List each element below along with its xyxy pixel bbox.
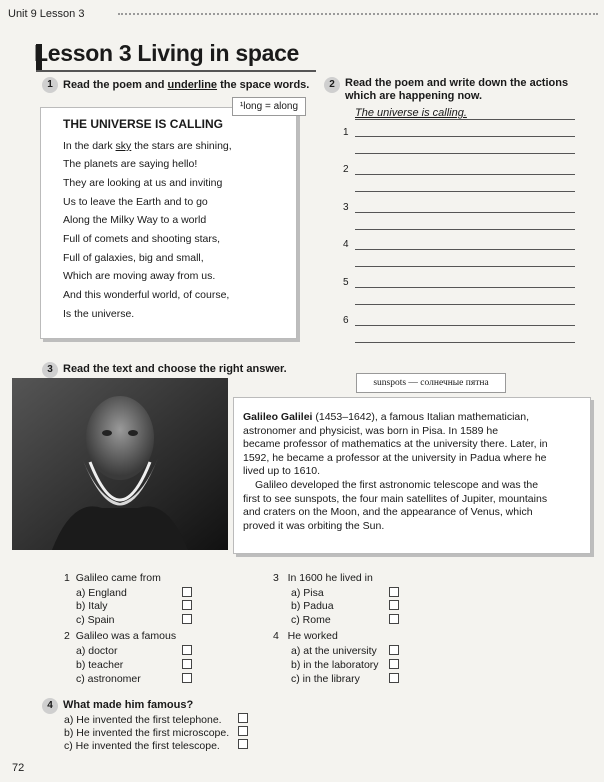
answer-line[interactable] bbox=[355, 212, 575, 213]
option-label: a) England bbox=[76, 587, 127, 599]
poem-line bbox=[63, 140, 232, 152]
exercise-2-instruction-line1: Read the poem and write down the actions bbox=[345, 77, 569, 89]
poem-line: The planets are saying hello! bbox=[63, 158, 198, 170]
answer-line[interactable] bbox=[355, 153, 575, 154]
poem-line: They are looking at us and inviting bbox=[63, 177, 223, 189]
answer-checkbox[interactable] bbox=[182, 600, 192, 610]
answer-checkbox[interactable] bbox=[182, 645, 192, 655]
answer-checkbox[interactable] bbox=[389, 600, 399, 610]
option-label: b) in the laboratory bbox=[291, 659, 379, 671]
instruction-underline-word: underline bbox=[167, 79, 218, 91]
answer-line[interactable] bbox=[355, 266, 575, 267]
reading-line: lived up to 1610. bbox=[243, 465, 321, 478]
reading-line bbox=[243, 411, 583, 425]
answer-checkbox[interactable] bbox=[182, 659, 192, 669]
exercise-4-instruction: What made him famous? bbox=[63, 699, 194, 711]
question-text: Galileo was a famous bbox=[75, 630, 177, 642]
option-label: a) Pisa bbox=[291, 587, 324, 599]
reading-line: astronomer and physicist, was born in Pisa. In 1589 he bbox=[243, 424, 499, 437]
portrait-illustration bbox=[12, 378, 228, 550]
galileo-name: Galileo Galilei bbox=[243, 411, 313, 423]
answer-number: 2 bbox=[343, 164, 349, 175]
question-number: 1 bbox=[64, 572, 70, 584]
poem-title: THE UNIVERSE IS CALLING bbox=[63, 117, 224, 131]
poem-line: Which are moving away from us. bbox=[63, 270, 216, 282]
answer-number: 5 bbox=[343, 277, 349, 288]
exercise-2-example-answer: The universe is calling. bbox=[355, 107, 467, 119]
poem-line: Us to leave the Earth and to go bbox=[63, 196, 208, 208]
answer-line[interactable] bbox=[355, 342, 575, 343]
answer-line[interactable] bbox=[355, 119, 575, 120]
option-label: a) doctor bbox=[76, 645, 118, 657]
option-label: c) He invented the first telescope. bbox=[64, 740, 220, 752]
poem-line: And this wonderful world, of course, bbox=[63, 289, 230, 301]
poem-line: Is the universe. bbox=[63, 308, 135, 320]
exercise-2-instruction-line2: which are happening now. bbox=[345, 90, 483, 102]
question-text: He worked bbox=[287, 630, 338, 642]
question-text: In 1600 he lived in bbox=[287, 572, 373, 584]
reading-line: 1592, he became a professor at the university in Padua where he bbox=[243, 451, 547, 464]
instruction-text: Read the poem and bbox=[63, 79, 168, 91]
question-2 bbox=[64, 630, 176, 642]
question-3 bbox=[273, 572, 373, 584]
reading-line: first to see sunspots, the four main satellites of Jupiter, mountains bbox=[243, 492, 548, 505]
lesson-title: Lesson 3 Living in space bbox=[34, 40, 300, 66]
answer-line[interactable] bbox=[355, 249, 575, 250]
question-number: 4 bbox=[273, 630, 279, 642]
answer-line[interactable] bbox=[355, 325, 575, 326]
answer-checkbox[interactable] bbox=[238, 739, 248, 749]
page-number: 72 bbox=[12, 762, 25, 774]
option-label: c) astronomer bbox=[76, 673, 141, 685]
answer-checkbox[interactable] bbox=[238, 713, 248, 723]
answer-line[interactable] bbox=[355, 174, 575, 175]
gloss-note: ¹long = along bbox=[232, 97, 306, 116]
instruction-text: the space words. bbox=[217, 79, 310, 91]
answer-checkbox[interactable] bbox=[389, 673, 399, 683]
option-label: b) Padua bbox=[291, 600, 334, 612]
answer-number: 4 bbox=[343, 239, 349, 250]
poem-line: Full of galaxies, big and small, bbox=[63, 252, 204, 264]
answer-checkbox[interactable] bbox=[389, 587, 399, 597]
title-underline bbox=[36, 70, 316, 72]
answer-checkbox[interactable] bbox=[389, 614, 399, 624]
answer-line[interactable] bbox=[355, 191, 575, 192]
exercise-3-number: 3 bbox=[42, 362, 58, 378]
option-label: b) Italy bbox=[76, 600, 108, 612]
reading-line: and craters on the Moon, and the appearance of Venus, which bbox=[243, 506, 533, 519]
option-label: a) He invented the first telephone. bbox=[64, 714, 222, 726]
reading-line: Galileo developed the first astronomic telescope and was the bbox=[255, 478, 539, 491]
unit-lesson-label: Unit 9 Lesson 3 bbox=[8, 8, 85, 20]
poem-underlined-word: sky bbox=[115, 140, 132, 152]
answer-checkbox[interactable] bbox=[182, 614, 192, 624]
reading-text: (1453–1642), a famous Italian mathematician, bbox=[312, 411, 529, 423]
exercise-2-number: 2 bbox=[324, 77, 340, 93]
answer-checkbox[interactable] bbox=[182, 587, 192, 597]
question-1 bbox=[64, 572, 161, 584]
exercise-4-number: 4 bbox=[42, 698, 58, 714]
poem-text: the stars are shining, bbox=[131, 140, 232, 152]
answer-checkbox[interactable] bbox=[238, 726, 248, 736]
exercise-3-instruction: Read the text and choose the right answer. bbox=[63, 363, 287, 375]
answer-line[interactable] bbox=[355, 136, 575, 137]
sunspots-gloss: sunspots — солнечные пятна bbox=[356, 373, 506, 393]
header-dotted-rule bbox=[118, 13, 598, 15]
option-label: c) Spain bbox=[76, 614, 115, 626]
reading-line: became professor of mathematics at the university there. Later, in bbox=[243, 438, 548, 451]
answer-line[interactable] bbox=[355, 287, 575, 288]
option-label: b) teacher bbox=[76, 659, 124, 671]
option-label: c) in the library bbox=[291, 673, 360, 685]
question-4 bbox=[273, 630, 338, 642]
poem-line: Along the Milky Way to a world bbox=[63, 214, 207, 226]
poem-line: Full of comets and shooting stars, bbox=[63, 233, 220, 245]
question-text: Galileo came from bbox=[75, 572, 161, 584]
exercise-1-instruction bbox=[63, 79, 309, 91]
answer-checkbox[interactable] bbox=[389, 645, 399, 655]
answer-checkbox[interactable] bbox=[182, 673, 192, 683]
question-number: 2 bbox=[64, 630, 70, 642]
answer-line[interactable] bbox=[355, 229, 575, 230]
answer-checkbox[interactable] bbox=[389, 659, 399, 669]
option-label: c) Rome bbox=[291, 614, 331, 626]
option-label: b) He invented the first microscope. bbox=[64, 727, 230, 739]
option-label: a) at the university bbox=[291, 645, 377, 657]
poem-text: In the dark bbox=[63, 140, 116, 152]
reading-line: proved it was orbiting the Sun. bbox=[243, 519, 385, 532]
answer-number: 3 bbox=[343, 202, 349, 213]
question-number: 3 bbox=[273, 572, 279, 584]
galileo-portrait bbox=[12, 378, 228, 550]
answer-number: 6 bbox=[343, 315, 349, 326]
reading-paragraph-1 bbox=[243, 411, 583, 533]
answer-line[interactable] bbox=[355, 304, 575, 305]
exercise-1-number: 1 bbox=[42, 77, 58, 93]
answer-number: 1 bbox=[343, 127, 349, 138]
